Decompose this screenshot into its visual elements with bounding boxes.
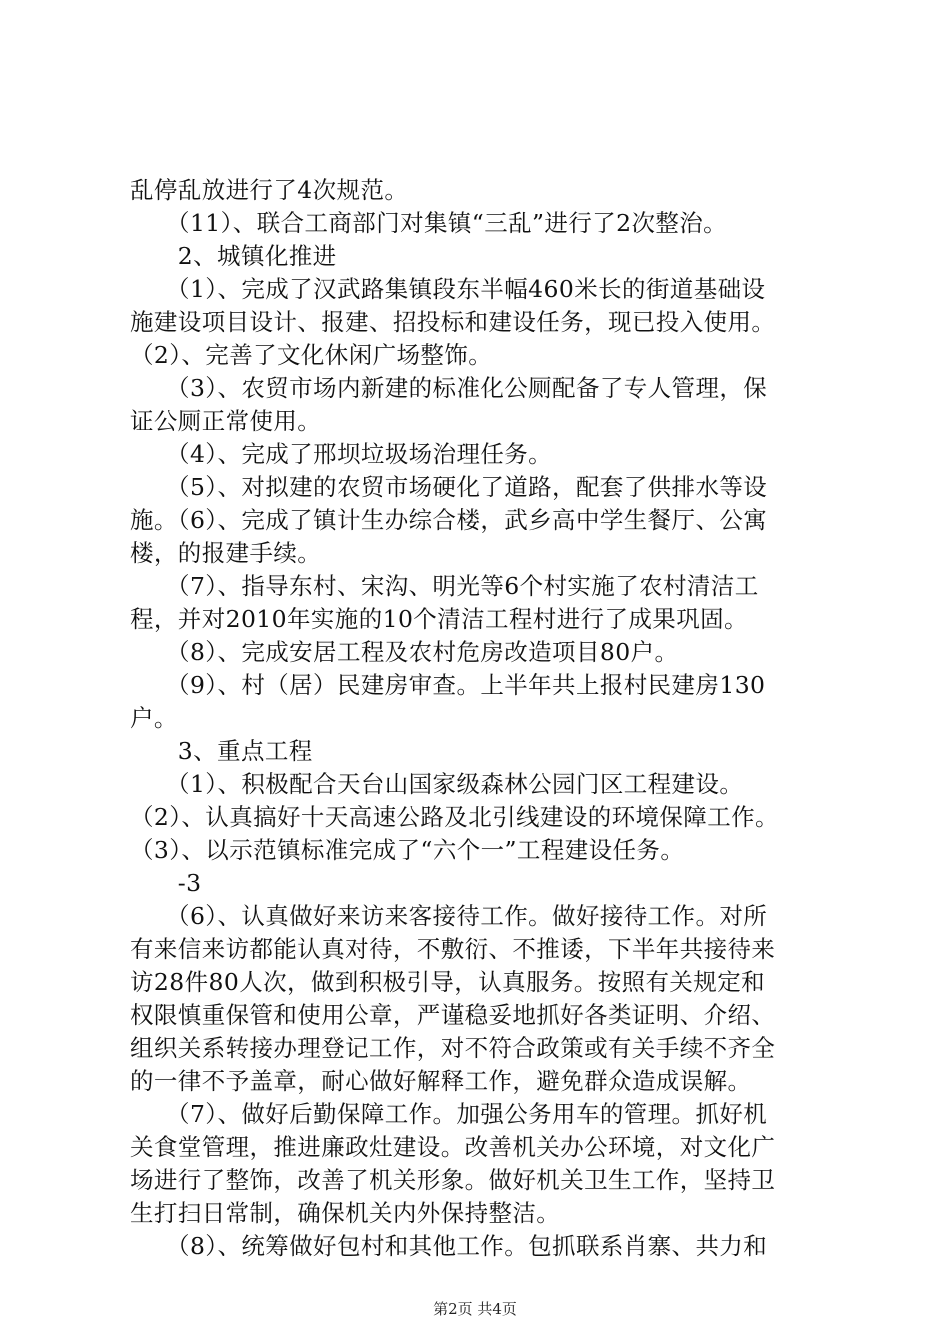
- text-line: （1）、完成了汉武路集镇段东半幅460米长的街道基础设: [130, 275, 766, 303]
- text-line: （7）、做好后勤保障工作。加强公务用车的管理。抓好机: [130, 1100, 768, 1128]
- text-line: （8）、统筹做好包村和其他工作。包抓联系肖寨、共力和: [130, 1232, 768, 1260]
- text-line: （1）、积极配合天台山国家级森林公园门区工程建设。: [130, 770, 744, 798]
- text-line: 有来信来访都能认真对待，不敷衍、不推诿，下半年共接待来: [130, 935, 776, 963]
- text-line: 组织关系转接办理登记工作，对不符合政策或有关手续不齐全: [130, 1034, 776, 1062]
- document-body: [130, 174, 830, 1263]
- text-line: （8）、完成安居工程及农村危房改造项目80户。: [130, 638, 679, 666]
- text-line: 权限慎重保管和使用公章，严谨稳妥地抓好各类证明、介绍、: [130, 1001, 776, 1029]
- text-line: 关食堂管理，推进廉政灶建设。改善机关办公环境，对文化广: [130, 1133, 776, 1161]
- text-line: 证公厕正常使用。: [130, 407, 322, 435]
- text-line: （9）、村（居）民建房审查。上半年共上报村民建房130: [130, 671, 766, 699]
- text-line: （3）、以示范镇标准完成了“六个一”工程建设任务。: [130, 836, 685, 864]
- text-line: 施建设项目设计、报建、招投标和建设任务，现已投入使用。: [130, 308, 776, 336]
- page-footer: 第2页 共4页: [433, 1300, 517, 1318]
- text-line: 施。（6）、完成了镇计生办综合楼，武乡高中学生餐厅、公寓: [130, 506, 768, 534]
- text-line: 楼，的报建手续。: [130, 539, 322, 567]
- page-marker: -3: [130, 869, 202, 897]
- text-line: （3）、农贸市场内新建的标准化公厕配备了专人管理，保: [130, 374, 768, 402]
- text-line: 程，并对2010年实施的10个清洁工程村进行了成果巩固。: [130, 605, 748, 633]
- text-line: 场进行了整饰，改善了机关形象。做好机关卫生工作，坚持卫: [130, 1166, 776, 1194]
- text-line: （4）、完成了邢坝垃圾场治理任务。: [130, 440, 553, 468]
- text-line: 访28件80人次，做到积极引导，认真服务。按照有关规定和: [130, 968, 766, 996]
- text-line: （7）、指导东村、宋沟、明光等6个村实施了农村清洁工: [130, 572, 759, 600]
- text-line: 的一律不予盖章，耐心做好解释工作，避免群众造成误解。: [130, 1067, 752, 1095]
- text-line: （2）、认真搞好十天高速公路及北引线建设的环境保障工作。: [130, 803, 779, 831]
- section-heading: 2、城镇化推进: [130, 242, 337, 270]
- text-line: （5）、对拟建的农贸市场硬化了道路，配套了供排水等设: [130, 473, 768, 501]
- text-line: （6）、认真做好来访来客接待工作。做好接待工作。对所: [130, 902, 768, 930]
- text-line: 乱停乱放进行了4次规范。: [130, 176, 409, 204]
- text-line: （11）、联合工商部门对集镇“三乱”进行了2次整治。: [130, 209, 728, 237]
- text-line: 生打扫日常制，确保机关内外保持整洁。: [130, 1199, 561, 1227]
- section-heading: 3、重点工程: [130, 737, 313, 765]
- text-line: 户。: [130, 704, 178, 732]
- text-line: （2）、完善了文化休闲广场整饰。: [130, 341, 493, 369]
